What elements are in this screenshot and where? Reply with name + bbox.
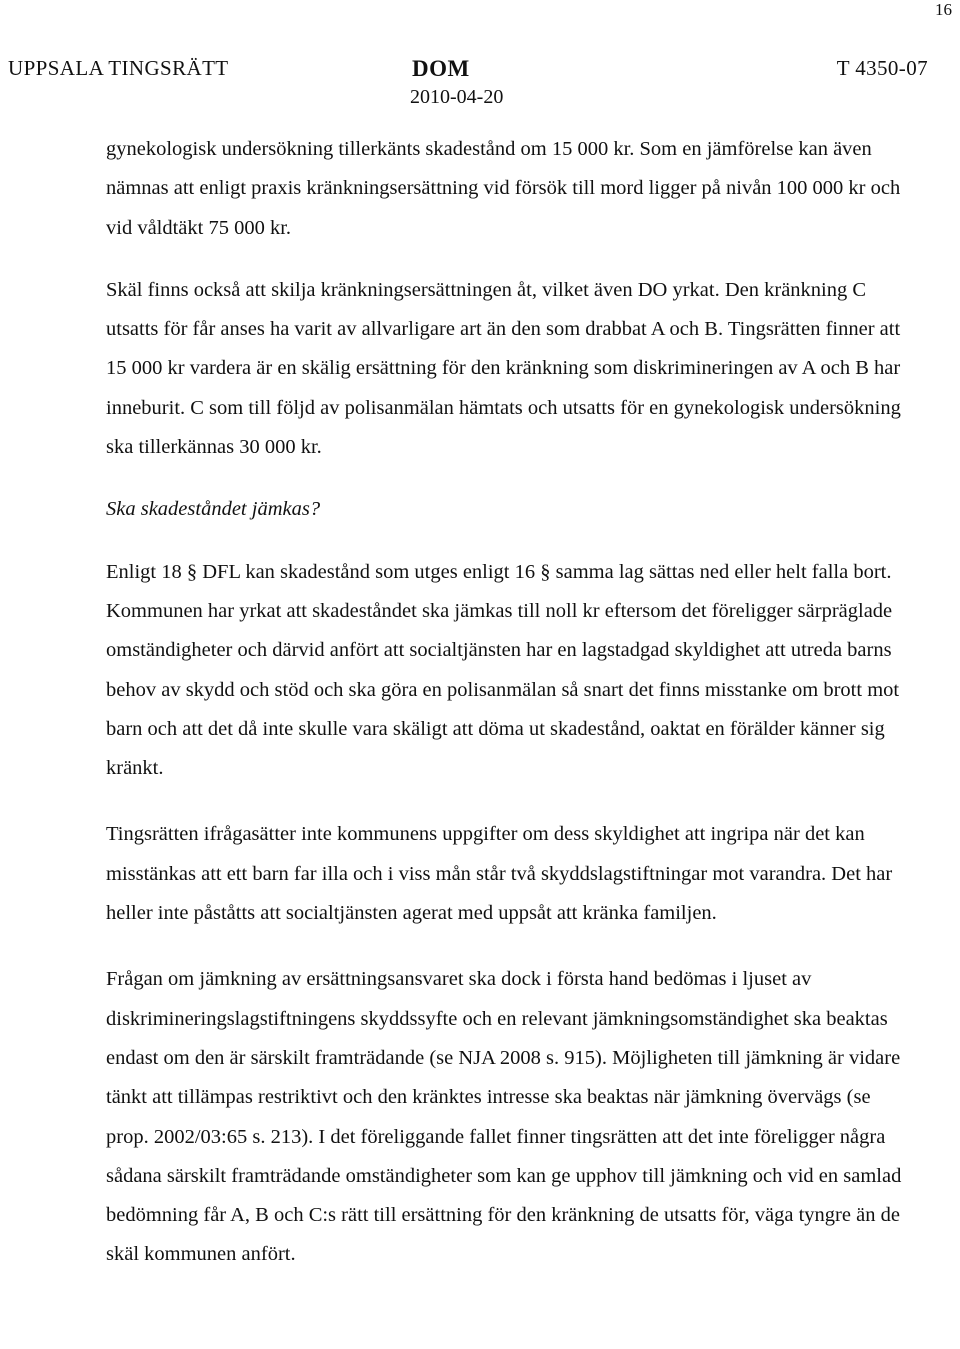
paragraph-5: Frågan om jämkning av ersättningsansvaret ska dock i första hand bedömas i ljuset av diskrimineringslagstiftningens skyddssyfte och en relevant jämkningsomständighet ska beaktas endast om den är särskilt framträdande (se NJA 2008 s. 915). Möjligheten till jämkning är vidare tänkt att tillämpas restriktivt och den kränktes intresse ska beaktas när jämkning övervägs (se prop. 2002/03:65 s. 213). I det föreliggande fallet finner tingsrätten att det inte föreligger några sådana särskilt framträdande omständigheter som kan ge upphov till jämkning och vid en samlad bedömning får A, B och C:s rätt till ersättning för den kränkning de utsatts för, väga tyngre än de skäl kommunen anfört. [106,968,902,1266]
document-body [106,130,906,1275]
case-number: T 4350-07 [836,56,928,80]
paragraph-4: Tingsrätten ifrågasätter inte kommunens uppgifter om dess skyldighet att ingripa när det kan misstänkas att ett barn far illa och i viss mån står två skyddslagstiftningar mot varandra. Det har heller inte påståtts att socialtjänsten agerat med uppsåt att kränka familjen. [106,823,893,925]
page-number: 16 [935,0,952,19]
document-type: DOM [412,56,470,81]
paragraph-2: Skäl finns också att skilja kränkningsersättningen åt, vilket även DO yrkat. Den kränkning C utsatts för får anses ha varit av allvarligare art än den som drabbat A och B. Tingsrätten finner att 15 000 kr vardera är en skälig ersättning för den kränkning som diskrimineringen av A och B har inneburit. C som till följd av polisanmälan hämtats och utsatts för en gynekologisk undersökning ska tillerkännas 30 000 kr. [106,278,901,459]
document-header [0,56,960,116]
document-date: 2010-04-20 [410,86,504,108]
paragraph-1: gynekologisk undersökning tillerkänts skadestånd om 15 000 kr. Som en jämförelse kan även nämnas att enligt praxis kränkningsersättning vid försök till mord ligger på nivån 100 000 kr och vid våldtäkt 75 000 kr. [106,138,901,239]
paragraph-3: Enligt 18 § DFL kan skadestånd som utges enligt 16 § samma lag sättas ned eller helt falla bort. Kommunen har yrkat att skadeståndet ska jämkas till noll kr eftersom det föreligger särpräglade omständigheter och därvid anfört att socialtjänsten har en lagstadgad skyldighet att utreda barns behov av skydd och stöd och ska göra en polisanmälan så snart det finns misstanke om brott mot barn och att det då inte skulle vara skäligt att döma ut skadestånd, oaktat en förälder känner sig kränkt. [106,560,900,780]
section-heading: Ska skadeståndet jämkas? [106,498,321,521]
court-name: UPPSALA TINGSRÄTT [8,56,229,80]
